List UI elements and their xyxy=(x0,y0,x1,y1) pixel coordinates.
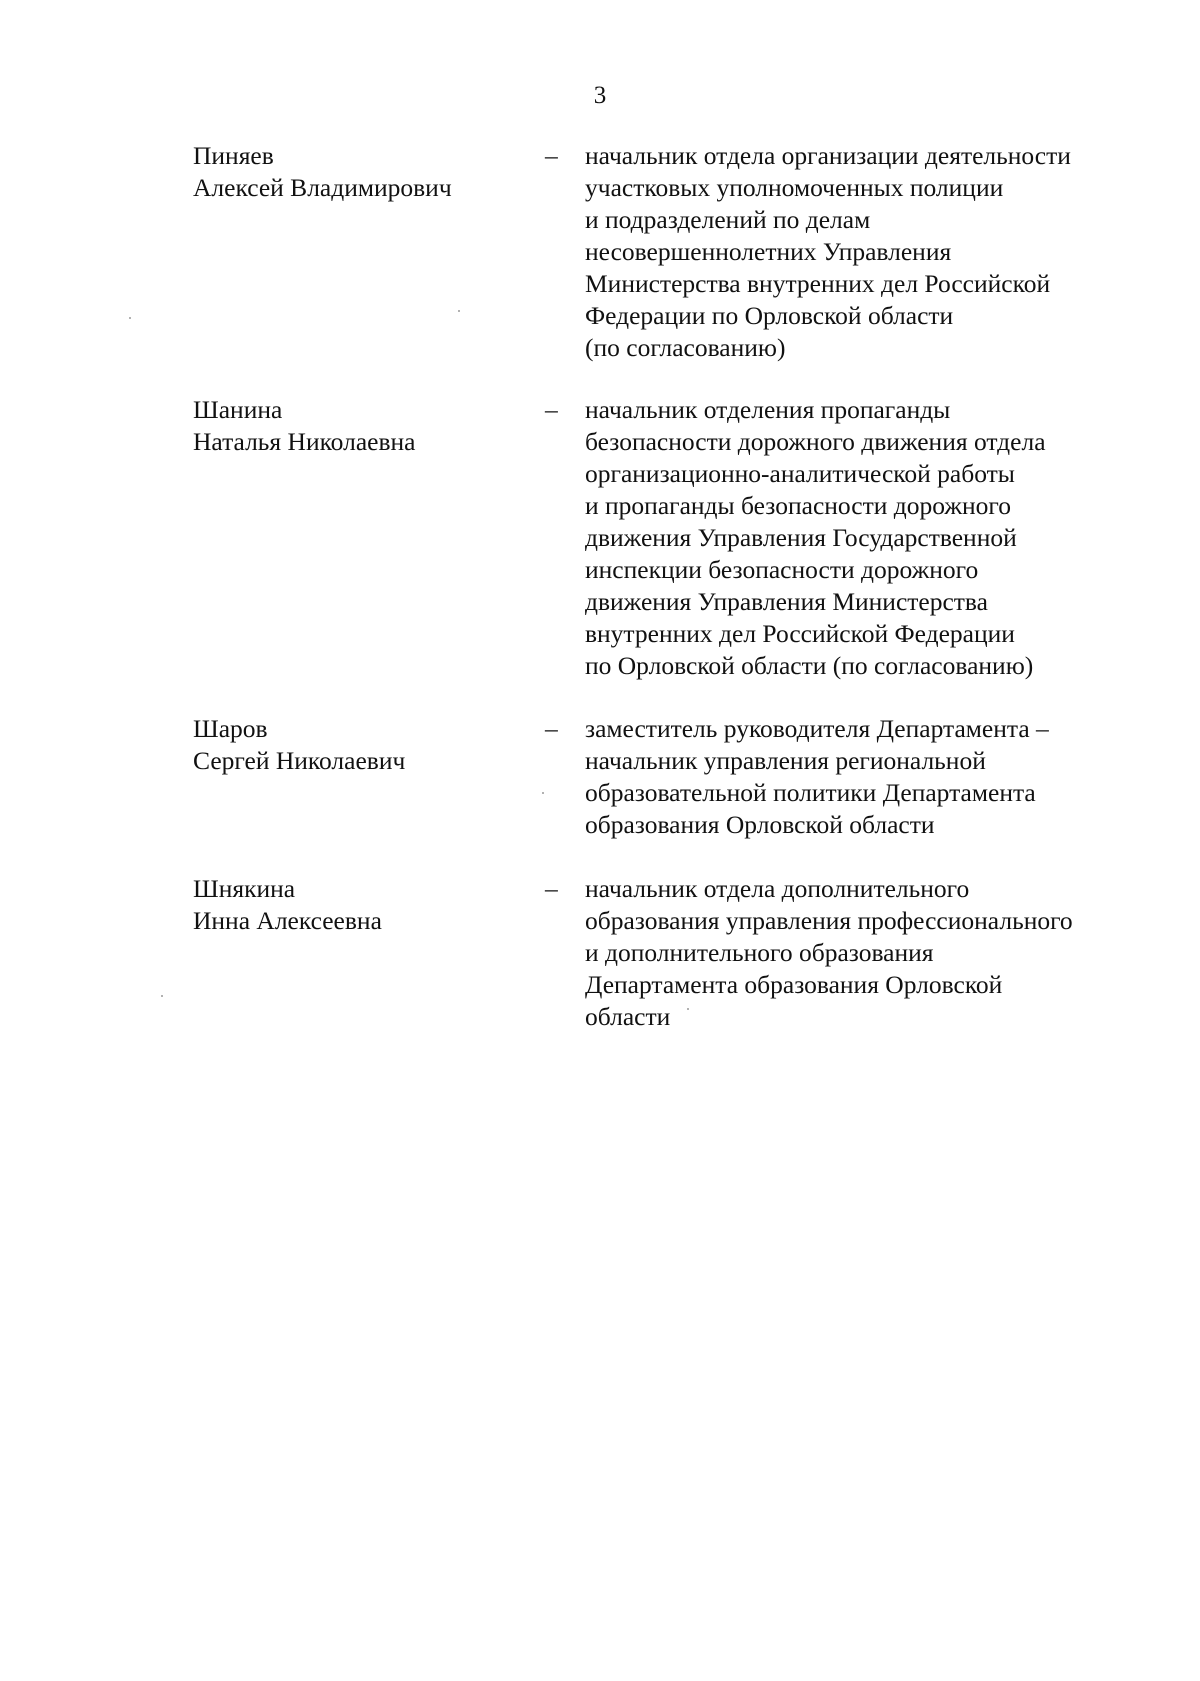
member-name xyxy=(193,140,513,204)
position-line: начальник отделения пропаганды xyxy=(585,395,951,424)
position-line: и дополнительного образования xyxy=(585,938,934,967)
member-name xyxy=(193,394,513,458)
member-given-names: Алексей Владимирович xyxy=(193,173,452,202)
member-surname: Шнякина xyxy=(193,874,296,903)
separator-dash: – xyxy=(545,714,558,743)
position-line: (по согласованию) xyxy=(585,333,786,362)
scan-speck xyxy=(129,317,131,319)
position-line: несовершеннолетних Управления xyxy=(585,237,952,266)
position-line: Федерации по Орловской области xyxy=(585,301,954,330)
position-line: области xyxy=(585,1002,671,1031)
position-line: участковых уполномоченных полиции xyxy=(585,173,1004,202)
scan-speck xyxy=(458,310,460,312)
position-line: движения Управления Министерства xyxy=(585,587,988,616)
member-surname: Шаров xyxy=(193,714,268,743)
position-line: и подразделений по делам xyxy=(585,205,871,234)
position-line: образования управления профессионального xyxy=(585,906,1073,935)
separator-dash: – xyxy=(545,395,558,424)
position-line: образования Орловской области xyxy=(585,810,935,839)
member-position xyxy=(585,713,1125,841)
member-position xyxy=(585,873,1125,1033)
scan-speck xyxy=(161,995,163,997)
member-surname: Пиняев xyxy=(193,141,274,170)
position-line: инспекции безопасности дорожного xyxy=(585,555,979,584)
member-position xyxy=(585,394,1125,682)
position-line: образовательной политики Департамента xyxy=(585,778,1036,807)
position-line: безопасности дорожного движения отдела xyxy=(585,427,1046,456)
member-surname: Шанина xyxy=(193,395,283,424)
separator-dash: – xyxy=(545,874,558,903)
position-line: и пропаганды безопасности дорожного xyxy=(585,491,1011,520)
position-line: организационно-аналитической работы xyxy=(585,459,1015,488)
position-line: начальник отдела дополнительного xyxy=(585,874,970,903)
member-given-names: Наталья Николаевна xyxy=(193,427,416,456)
position-line: Департамента образования Орловской xyxy=(585,970,1003,999)
position-line: заместитель руководителя Департамента – xyxy=(585,714,1049,743)
member-given-names: Сергей Николаевич xyxy=(193,746,406,775)
position-line: по Орловской области (по согласованию) xyxy=(585,651,1034,680)
member-position xyxy=(585,140,1125,364)
position-line: Министерства внутренних дел Российской xyxy=(585,269,1051,298)
member-name xyxy=(193,713,513,777)
page-number: 3 xyxy=(593,82,607,109)
member-given-names: Инна Алексеевна xyxy=(193,906,382,935)
position-line: начальник управления региональной xyxy=(585,746,986,775)
scan-speck xyxy=(687,1008,689,1010)
scan-speck xyxy=(542,792,544,794)
separator-dash: – xyxy=(545,141,558,170)
position-line: начальник отдела организации деятельности xyxy=(585,141,1071,170)
position-line: внутренних дел Российской Федерации xyxy=(585,619,1015,648)
position-line: движения Управления Государственной xyxy=(585,523,1017,552)
member-name xyxy=(193,873,513,937)
